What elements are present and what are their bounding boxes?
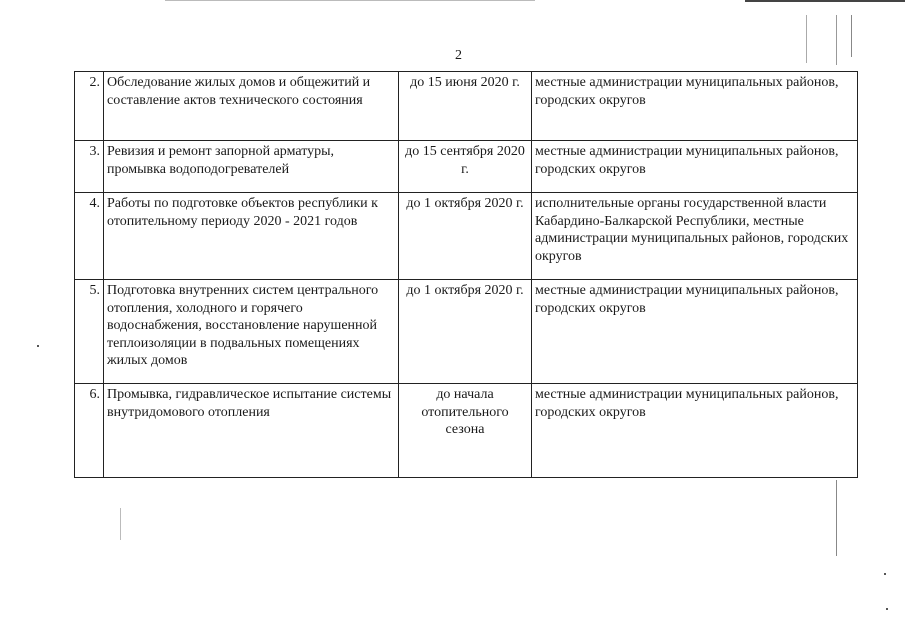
- responsible-party: местные администрации муниципальных районов, городских округов: [532, 72, 858, 141]
- table-row: [75, 141, 858, 193]
- table-row: [75, 384, 858, 478]
- row-number: 5.: [75, 280, 104, 384]
- table-row: [75, 193, 858, 280]
- deadline: до 1 октября 2020 г.: [399, 280, 532, 384]
- scan-artifact-dot: [37, 345, 39, 347]
- row-number: 3.: [75, 141, 104, 193]
- table-row: [75, 72, 858, 141]
- responsible-party: местные администрации муниципальных районов, городских округов: [532, 141, 858, 193]
- scan-artifact-vline: [836, 15, 837, 65]
- page-number: 2: [455, 48, 462, 63]
- deadline: до начала отопительного сезона: [399, 384, 532, 478]
- deadline: до 1 октября 2020 г.: [399, 193, 532, 280]
- work-description: Промывка, гидравлическое испытание системы внутридомового отопления: [104, 384, 399, 478]
- row-number: 2.: [75, 72, 104, 141]
- scan-artifact-vline: [806, 15, 807, 63]
- deadline: до 15 июня 2020 г.: [399, 72, 532, 141]
- row-number: 6.: [75, 384, 104, 478]
- scan-artifact-dot: [886, 608, 888, 610]
- measures-table: [74, 71, 858, 478]
- row-number: 4.: [75, 193, 104, 280]
- work-description: Ревизия и ремонт запорной арматуры, промывка водоподогревателей: [104, 141, 399, 193]
- responsible-party: местные администрации муниципальных районов, городских округов: [532, 384, 858, 478]
- scan-artifact-top-dashes: [165, 0, 535, 1]
- scan-artifact-vline: [120, 508, 121, 540]
- deadline: до 15 сентября 2020 г.: [399, 141, 532, 193]
- work-description: Подготовка внутренних систем центрального отопления, холодного и горячего водоснабжения, восстановление нарушенной теплоизоляции в подвальных помещениях жилых домов: [104, 280, 399, 384]
- work-description: Работы по подготовке объектов республики к отопительному периоду 2020 - 2021 годов: [104, 193, 399, 280]
- scan-artifact-vline: [836, 480, 837, 556]
- responsible-party: местные администрации муниципальных районов, городских округов: [532, 280, 858, 384]
- scan-artifact-vline: [851, 15, 852, 57]
- scan-artifact-top-rule: [745, 0, 905, 2]
- scan-artifact-dot: [884, 573, 886, 575]
- responsible-party: исполнительные органы государственной власти Кабардино-Балкарской Республики, местные администрации муниципальных районов, городских округов: [532, 193, 858, 280]
- table-row: [75, 280, 858, 384]
- work-description: Обследование жилых домов и общежитий и составление актов технического состояния: [104, 72, 399, 141]
